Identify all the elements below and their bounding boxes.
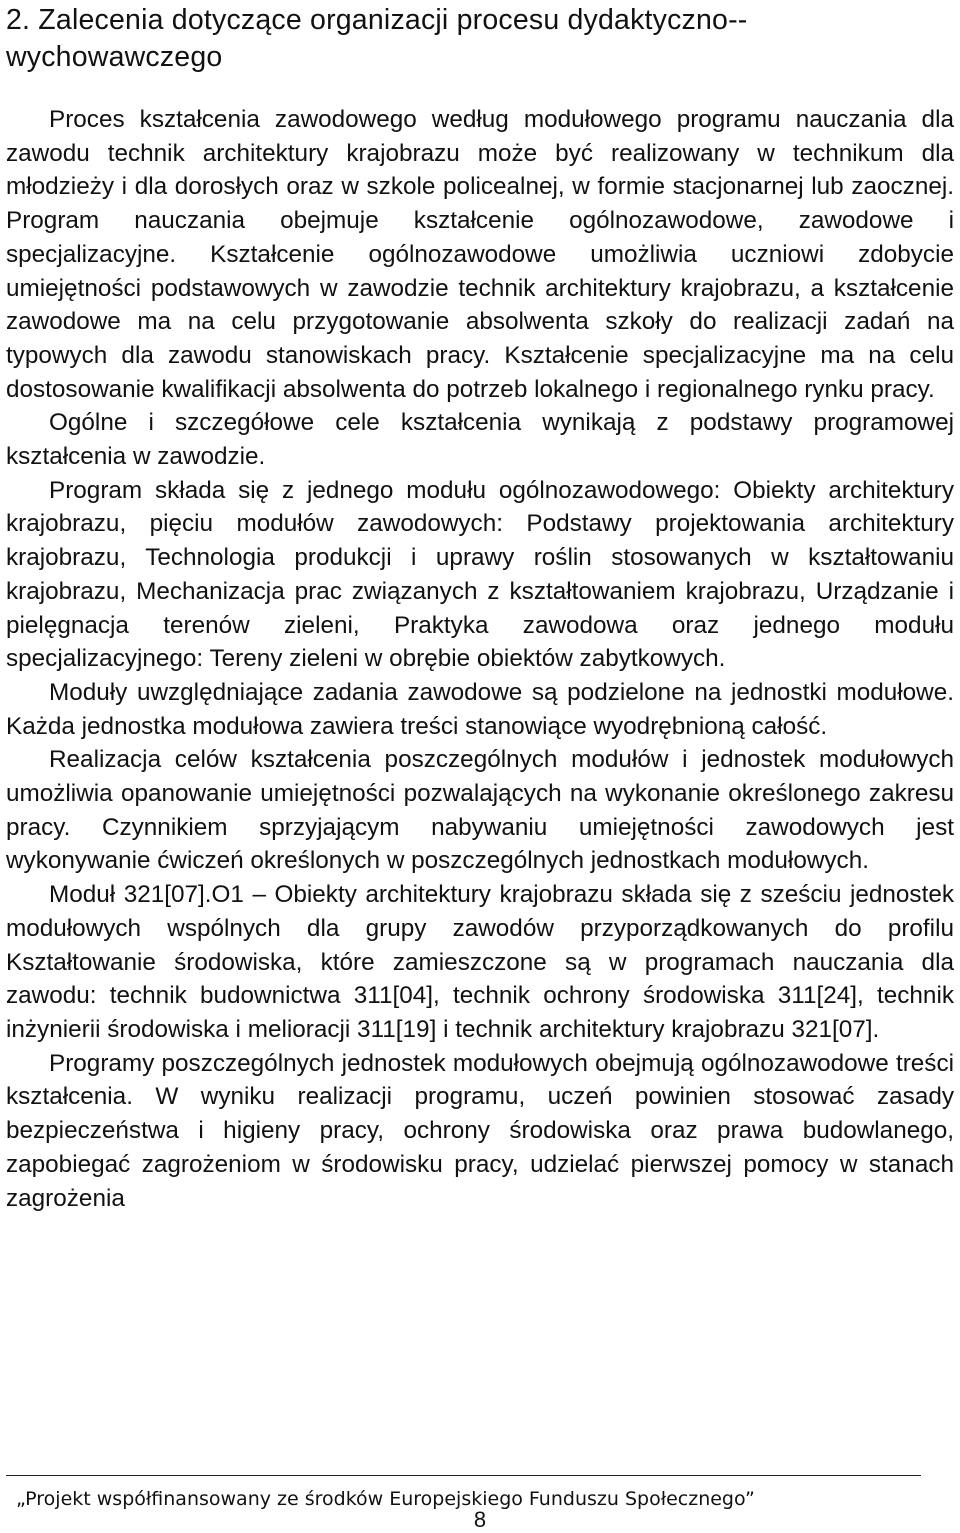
paragraph-intro: Proces kształcenia zawodowego według modułowego programu nauczania dla zawodu technik architektury krajobrazu może być realizowany w technikum dla młodzieży i dla dorosłych oraz w szkole policealnej, w formie stacjonarnej lub zaocznej. Program nauczania obejmuje kształcenie ogólnozawodowe, zawodowe i specjalizacyjne. Kształcenie ogólnozawodowe umożliwia uczniowi zdobycie umiejętności podstawowych w zawodzie technik architektury krajobrazu, a kształcenie zawodowe ma na celu przygotowanie absolwenta szkoły do realizacji zadań na typowych dla zawodu stanowiskach pracy. Kształcenie specjalizacyjne ma na celu dostosowanie kwalifikacji absolwenta do potrzeb lokalnego i regionalnego rynku pracy. <box>6 106 954 403</box>
paragraph-realization: Realizacja celów kształcenia poszczególnych modułów i jednostek modułowych umożliwia opanowanie umiejętności pozwalających na wykonanie określonego zakresu pracy. Czynnikiem sprzyjającym nabywaniu umiejętności zawodowych jest wykonywanie ćwiczeń określonych w poszczególnych jednostkach modułowych. <box>6 746 954 875</box>
document-page <box>6 0 954 1215</box>
footer-divider <box>6 1475 921 1476</box>
paragraph-programs: Programy poszczególnych jednostek modułowych obejmują ogólnozawodowe treści kształcenia. W wyniku realizacji programu, uczeń powinien stosować zasady bezpieczeństwa i higieny pracy, ochrony środowiska oraz prawa budowlanego, zapobiegać zagrożeniom w środowisku pracy, udzielać pierwszej pomocy w stanach zagrożenia <box>6 1049 954 1212</box>
paragraph-program-structure: Program składa się z jednego modułu ogólnozawodowego: Obiekty architektury krajobrazu, pięciu modułów zawodowych: Podstawy projektowania architektury krajobrazu, Technologia produkcji i uprawy roślin stosowanych w kształtowaniu krajobrazu, Mechanizacja prac związanych z kształtowaniem krajobrazu, Urządzanie i pielęgnacja terenów zieleni, Praktyka zawodowa oraz jednego modułu specjalizacyjnego: Tereny zieleni w obrębie obiektów zabytkowych. <box>6 476 954 673</box>
page-number: 8 <box>473 1507 487 1532</box>
paragraph-module-o1: Moduł 321[07].O1 – Obiekty architektury krajobrazu składa się z sześciu jednostek modułowych wspólnych dla grupy zawodów przyporządkowanych do profilu Kształtowanie środowiska, które zamieszczone są w programach nauczania dla zawodu: technik budownictwa 311[04], technik ochrony środowiska 311[24], technik inżynierii środowiska i melioracji 311[19] i technik architektury krajobrazu 321[07]. <box>6 881 954 1043</box>
paragraph-goals: Ogólne i szczegółowe cele kształcenia wynikają z podstawy programowej kształcenia w zawodzie. <box>6 409 954 471</box>
footer-project-note: „Projekt współfinansowany ze środków Europejskiego Funduszu Społecznego” <box>16 1488 755 1510</box>
paragraph-modules: Moduły uwzględniające zadania zawodowe są podzielone na jednostki modułowe. Każda jednostka modułowa zawiera treści stanowiące wyodrębnioną całość. <box>6 678 954 740</box>
body-text <box>6 103 954 1215</box>
section-heading: 2. Zalecenia dotyczące organizacji procesu dydaktyczno--wychowawczego <box>6 4 748 73</box>
